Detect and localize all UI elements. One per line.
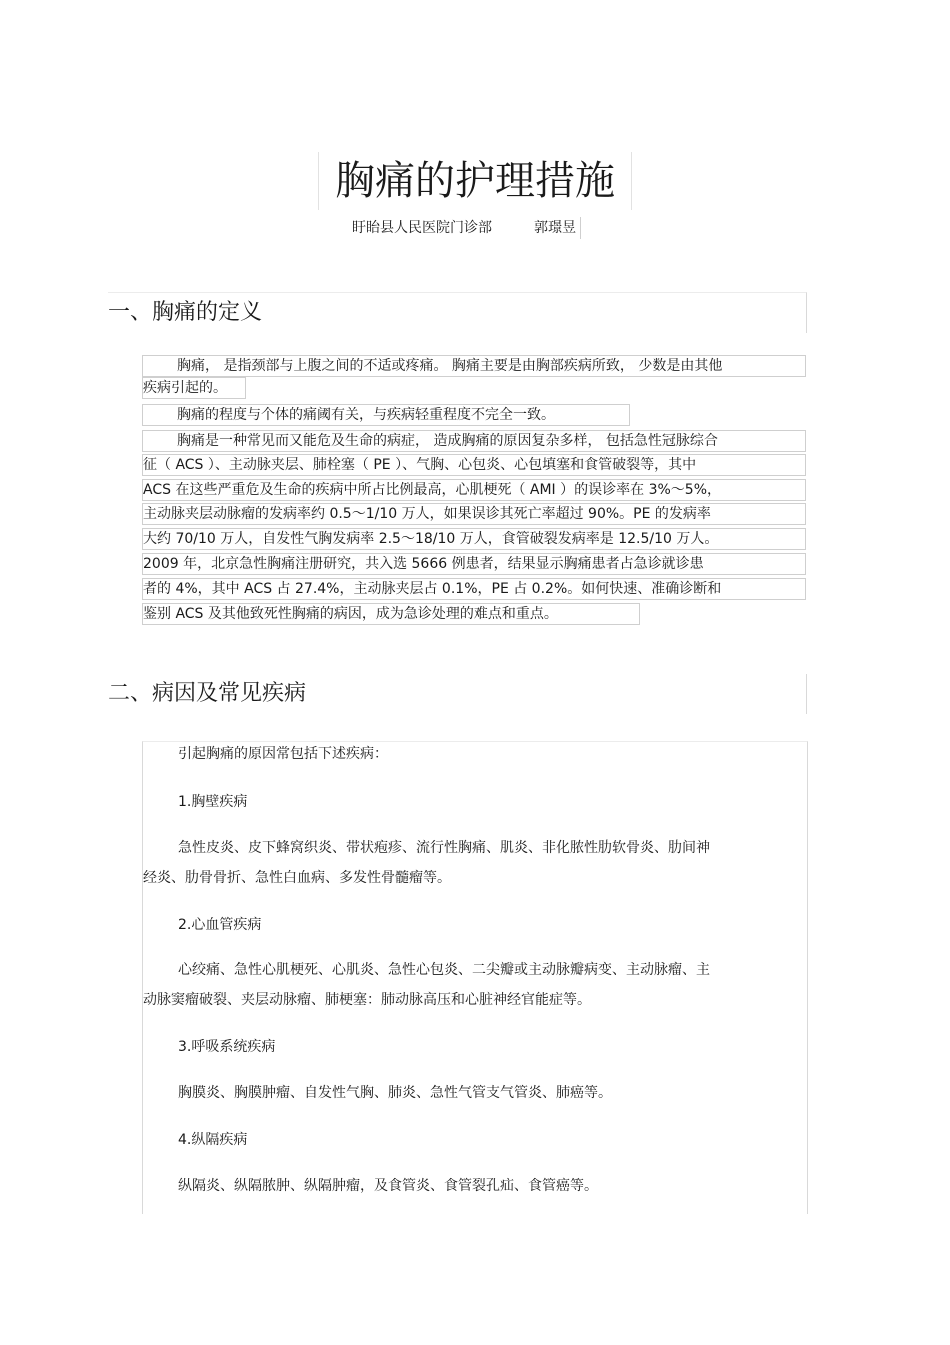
- item-text: 经炎、肋骨骨折、急性白血病、多发性骨髓瘤等。: [143, 870, 451, 886]
- body-line: 胸痛， 是指颈部与上腹之间的不适或疼痛。 胸痛主要是由胸部疾病所致， 少数是由其他: [142, 355, 806, 377]
- section-heading-causes: 二、病因及常见疾病: [108, 674, 807, 714]
- body-line: 征（ ACS ）、主动脉夹层、肺栓塞（ PE ）、气胸、心包炎、心包填塞和食管破裂等，其中: [142, 454, 806, 476]
- causes-intro: 引起胸痛的原因常包括下述疾病：: [178, 746, 388, 762]
- item-text: 胸膜炎、胸膜肿瘤、自发性气胸、肺炎、急性气管支气管炎、肺癌等。: [178, 1085, 612, 1101]
- department: 盱眙县人民医院门诊部: [352, 220, 492, 236]
- item-title-chest-wall: 1.胸壁疾病: [178, 794, 248, 810]
- body-line: 者的 4%，其中 ACS 占 27.4%，主动脉夹层占 0.1%，PE 占 0.2%。如何快速、准确诊断和: [142, 578, 806, 600]
- byline: [352, 217, 581, 239]
- section-heading-definition: 一、胸痛的定义: [108, 292, 807, 333]
- item-title-mediastinal: 4.纵隔疾病: [178, 1132, 248, 1148]
- body-line: ACS 在这些严重危及生命的疾病中所占比例最高，心肌梗死（ AMI ）的误诊率在 3%～5%，: [142, 479, 806, 501]
- page-title: 胸痛的护理措施: [318, 152, 632, 210]
- item-text: 心绞痛、急性心肌梗死、心肌炎、急性心包炎、二尖瓣或主动脉瓣病变、主动脉瘤、主: [178, 962, 710, 978]
- item-text: 急性皮炎、皮下蜂窝织炎、带状疱疹、流行性胸痛、肌炎、非化脓性肋软骨炎、肋间神: [178, 840, 710, 856]
- body-line: 大约 70/10 万人，自发性气胸发病率 2.5～18/10 万人，食管破裂发病率是 12.5/10 万人。: [142, 528, 806, 550]
- item-title-respiratory: 3.呼吸系统疾病: [178, 1039, 276, 1055]
- body-line: 主动脉夹层动脉瘤的发病率约 0.5～1/10 万人，如果误诊其死亡率超过 90%。PE 的发病率: [142, 503, 806, 525]
- body-line: 胸痛是一种常见而又能危及生命的病症， 造成胸痛的原因复杂多样， 包括急性冠脉综合: [142, 430, 806, 452]
- body-line: 胸痛的程度与个体的痛阈有关，与疾病轻重程度不完全一致。: [142, 404, 630, 426]
- item-text: 动脉窦瘤破裂、夹层动脉瘤、肺梗塞：肺动脉高压和心脏神经官能症等。: [143, 992, 591, 1008]
- causes-body: [142, 741, 808, 1214]
- body-line: 疾病引起的。: [142, 377, 246, 399]
- body-line: 鉴别 ACS 及其他致死性胸痛的病因，成为急诊处理的难点和重点。: [142, 603, 640, 625]
- body-line: 2009 年，北京急性胸痛注册研究，共入选 5666 例患者，结果显示胸痛患者占急诊就诊患: [142, 553, 806, 575]
- item-text: 纵隔炎、纵隔脓肿、纵隔肿瘤，及食管炎、食管裂孔疝、食管癌等。: [178, 1178, 598, 1194]
- item-title-cardiovascular: 2.心血管疾病: [178, 917, 262, 933]
- author: 郭璟昱: [534, 220, 576, 236]
